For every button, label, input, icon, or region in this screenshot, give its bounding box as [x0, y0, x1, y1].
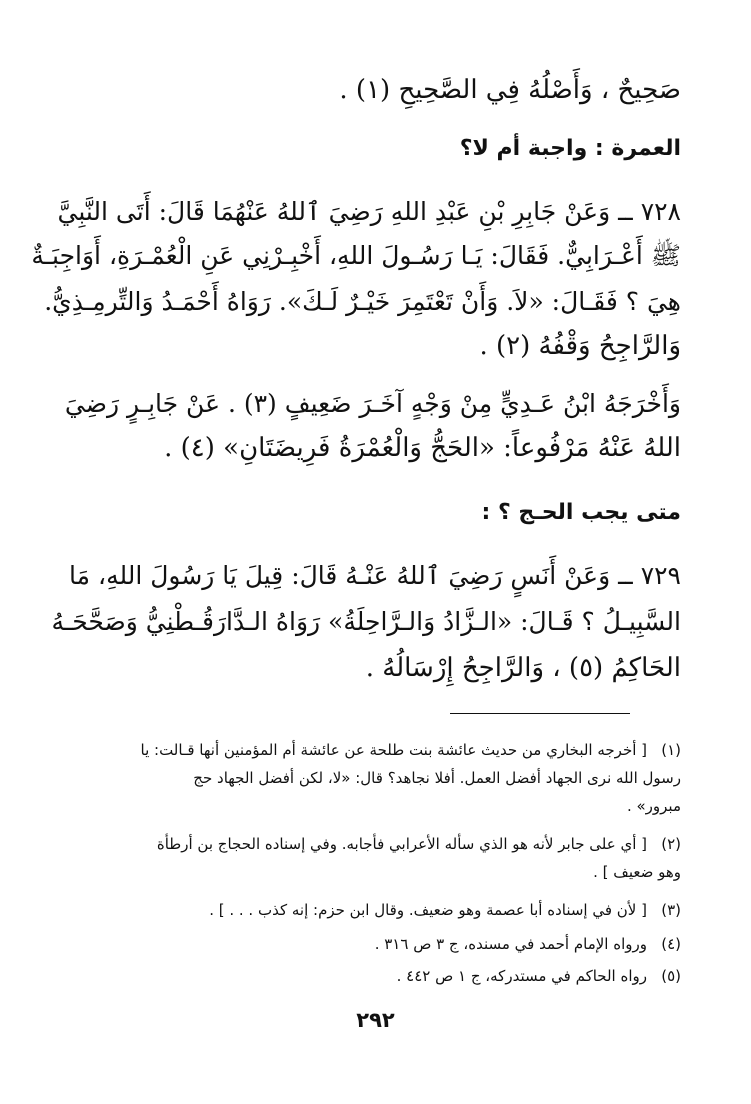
extra-line: وَأَخْرَجَهُ ابْنُ عَـدِيٍّ مِنْ وَجْهٍ آخَـرَ ضَعِيفٍ (٣) . عَنْ جَابِـرٍ رَضِيَ — [64, 389, 681, 418]
footnote-3 — [66, 896, 681, 924]
hadith-728-line: هِيَ ؟ فَقَـالَ: «لاَ. وَأَنْ تَعْتَمِرَ خَيْـرٌ لَـكَ». رَوَاهُ أَحْمَـدُ وَالتِّرمِـذِيُّ. — [44, 287, 681, 316]
footnote-number: (٥) — [661, 967, 681, 985]
hadith-729-line: ٧٢٩ ــ وَعَنْ أَنَسٍ رَضِيَ ٱللهُ عَنْـهُ قَالَ: قِيلَ يَا رَسُولَ اللهِ، مَا — [69, 561, 681, 590]
hadith-728-line: وَالرَّاجِحُ وَقْفُهُ (٢) . — [479, 331, 681, 361]
footnote-4 — [66, 930, 681, 958]
footnote-number: (٢) — [661, 835, 681, 853]
page-number: ٢٩٢ — [356, 1008, 395, 1032]
footnote-text: [ أي على جابر لأنه هو الذي سأله الأعرابي فأجابه. وفي إسناده الحجاج بن أرطأة — [156, 835, 647, 853]
footnote-2 — [66, 830, 681, 858]
footnote-number: (٣) — [661, 901, 681, 919]
hadith-728-line: ٧٢٨ ــ وَعَنْ جَابِرِ بْنِ عَبْدِ اللهِ رَضِيَ ٱللهُ عَنْهُمَا قَالَ: أَتَى النَّبِيَّ — [57, 197, 681, 226]
footnote-text: [ أخرجه البخاري من حديث عائشة بنت طلحة عن عائشة أم المؤمنين أنها قـالت: يا — [140, 741, 647, 759]
footnote-number: (٤) — [661, 935, 681, 953]
heading-hajj: متى يجب الحـج ؟ : — [481, 500, 681, 525]
footnote-1-line-2: رسول الله نرى الجهاد أفضل العمل. أفلا نجاهد؟ قال: «لا، لكن أفضل الجهاد حج — [193, 769, 681, 787]
heading-umrah: العمرة : واجبة أم لا؟ — [459, 136, 681, 161]
footnote-1-line-3: مبرور» . — [626, 797, 681, 815]
extra-line: اللهُ عَنْهُ مَرْفُوعاً: «الحَجُّ وَالْعُمْرَةُ فَرِيضَتَانِ» (٤) . — [164, 433, 681, 463]
footnote-text: ورواه الإمام أحمد في مسنده، ج ٣ ص ٣١٦ . — [374, 935, 647, 953]
footnote-5 — [66, 962, 681, 990]
hadith-729-line: السَّبِيـلُ ؟ قَـالَ: «الـزَّادُ وَالـرَّاحِلَةُ» رَوَاهُ الـدَّارَقُـطْنِيُّ وَصَحَّحَـهُ — [51, 607, 681, 636]
intro-line: صَحِيحٌ ، وَأَصْلُهُ فِي الصَّحِيحِ (١) . — [339, 75, 681, 105]
footnote-number: (١) — [661, 741, 681, 759]
footnote-2-line-2: وهو ضعيف ] . — [593, 863, 681, 881]
hadith-728-line: ﷺ أَعْـرَابِيٌّ. فَقَالَ: يَـا رَسُـولَ اللهِ، أَخْبِـرْنِي عَنِ الْعُمْـرَةِ، أَوَاجِبَـةٌ — [31, 241, 681, 270]
footnote-text: رواه الحاكم في مستدركه، ج ١ ص ٤٤٢ . — [396, 967, 647, 985]
footnote-1 — [66, 736, 681, 764]
footnote-divider — [450, 713, 630, 714]
footnote-text: [ لأن في إسناده أبا عصمة وهو ضعيف. وقال ابن حزم: إنه كذب . . . ] . — [209, 901, 647, 919]
hadith-729-line: الحَاكِمُ (٥) ، وَالرَّاجِحُ إِرْسَالُهُ . — [365, 653, 681, 683]
